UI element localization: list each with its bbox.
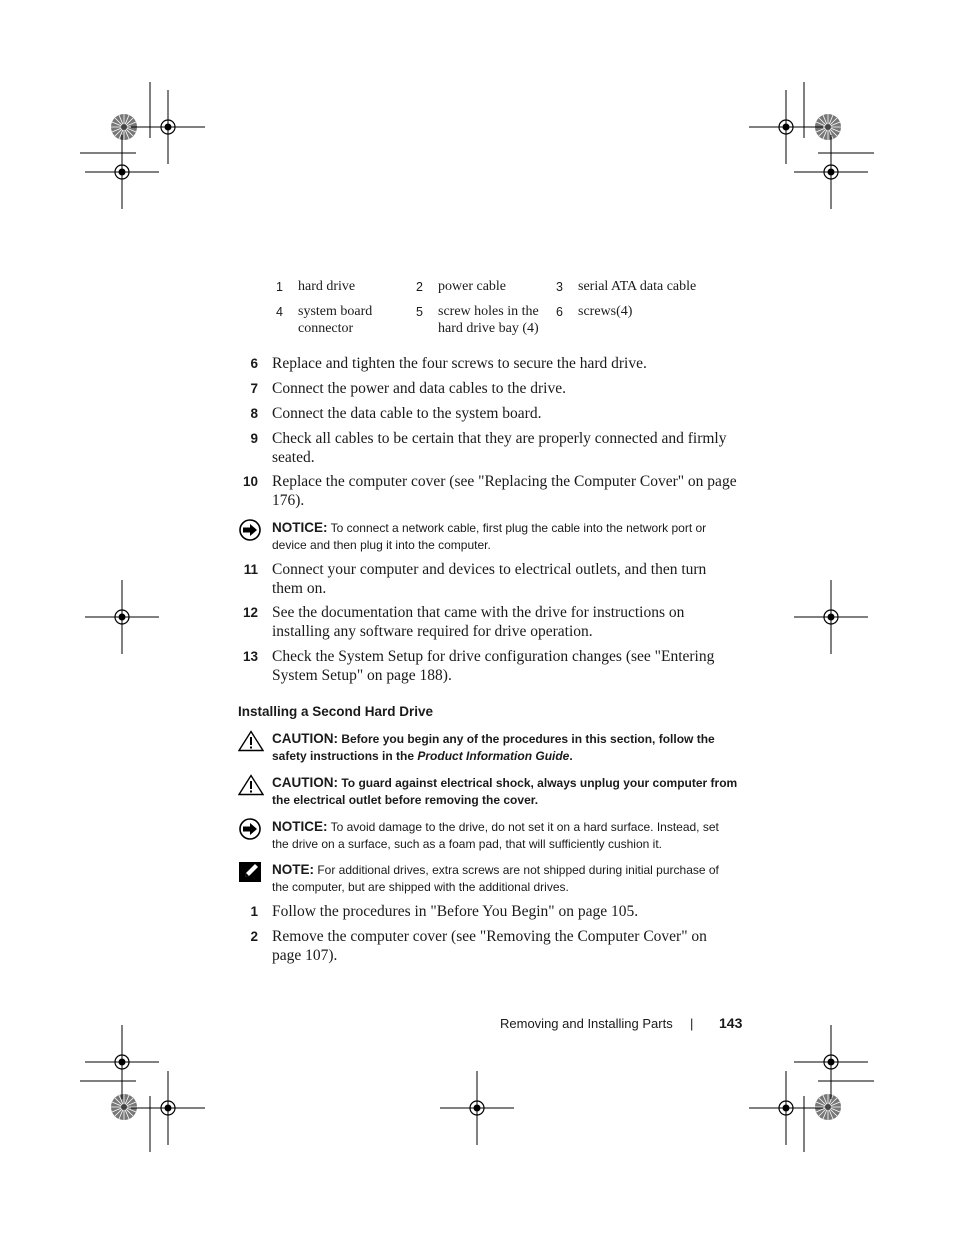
crosshair-icon <box>131 1071 205 1145</box>
step-item <box>238 648 738 685</box>
legend-number: 5 <box>416 305 423 319</box>
figure-legend <box>276 278 748 337</box>
notice-text: To connect a network cable, first plug the cable into the network port or device and then plug it into the computer. <box>272 521 707 552</box>
legend-row <box>276 303 748 337</box>
step-number: 11 <box>243 562 258 577</box>
legend-text: serial ATA data cable <box>578 279 697 294</box>
caution-box <box>238 774 738 809</box>
crosshair-icon <box>794 135 868 209</box>
step-text: Check the System Setup for drive configuration changes (see "Entering System Setup" on page 188). <box>272 648 715 684</box>
step-item <box>238 561 738 598</box>
step-text: Connect the power and data cables to the drive. <box>272 380 566 397</box>
caution-text: Before you begin any of the procedures in this section, follow the safety instructions in the <box>272 732 715 763</box>
notice-box <box>238 818 738 853</box>
step-item <box>238 928 738 965</box>
step-text: Replace the computer cover (see "Replacing the Computer Cover" on page 176). <box>272 473 737 509</box>
legend-number: 6 <box>556 305 563 319</box>
step-item <box>238 355 738 374</box>
section-heading: Installing a Second Hard Drive <box>238 704 434 719</box>
crosshair-icon <box>85 135 159 209</box>
star-target-icon <box>815 1094 841 1120</box>
caution-triangle-icon <box>238 730 264 752</box>
crosshair-icon <box>85 1025 159 1099</box>
step-text: See the documentation that came with the drive for instructions on installing any software required for drive operation. <box>272 604 685 640</box>
step-number: 12 <box>242 605 258 620</box>
notice-box <box>238 519 738 554</box>
legend-number: 3 <box>556 280 563 294</box>
notice-text: To avoid damage to the drive, do not set it on a hard surface. Instead, set the drive on a surface, such as a foam pad, that will sufficiently cushion it. <box>272 820 719 851</box>
step-item <box>238 903 738 922</box>
step-item <box>238 473 738 510</box>
crosshair-icon <box>85 580 159 654</box>
notice-label: NOTICE: <box>272 520 328 535</box>
crosshair-icon <box>794 580 868 654</box>
step-text: Connect your computer and devices to electrical outlets, and then turn them on. <box>272 561 707 597</box>
crosshair-icon <box>749 90 823 164</box>
caution-italic-text: Product Information Guide <box>417 749 570 763</box>
step-text: Replace and tighten the four screws to secure the hard drive. <box>272 355 647 372</box>
step-text: Follow the procedures in "Before You Begin" on page 105. <box>272 903 639 920</box>
caution-box <box>238 730 738 765</box>
star-target-icon <box>111 1094 137 1120</box>
footer-separator: | <box>690 1016 694 1031</box>
notice-arrow-icon <box>238 519 264 541</box>
step-item <box>238 380 738 399</box>
step-number: 1 <box>250 904 258 919</box>
caution-triangle-icon <box>238 774 264 796</box>
step-text: Check all cables to be certain that they are properly connected and firmly seated. <box>272 430 727 466</box>
crosshair-icon <box>749 1071 823 1145</box>
page-number: 143 <box>719 1015 743 1031</box>
legend-text: screw holes in the hard drive bay (4) <box>438 304 539 336</box>
step-number: 10 <box>242 474 258 489</box>
step-number: 9 <box>250 431 258 446</box>
legend-row <box>276 278 748 296</box>
step-text: Remove the computer cover (see "Removing the Computer Cover" on page 107). <box>272 928 707 964</box>
step-number: 13 <box>242 649 258 664</box>
legend-text: system board connector <box>298 304 373 336</box>
legend-number: 4 <box>276 305 283 319</box>
caution-label: CAUTION: <box>272 775 338 790</box>
notice-arrow-icon <box>238 818 264 840</box>
step-item <box>238 604 738 641</box>
crosshair-icon <box>440 1071 514 1145</box>
step-item <box>238 430 738 467</box>
notice-label: NOTICE: <box>272 819 328 834</box>
crosshair-icon <box>131 90 205 164</box>
legend-number: 2 <box>416 280 423 294</box>
legend-text: power cable <box>438 279 507 294</box>
caution-end: . <box>569 749 573 763</box>
step-number: 6 <box>250 356 258 371</box>
note-pencil-icon <box>238 861 264 883</box>
legend-text: screws(4) <box>578 304 633 319</box>
step-number: 7 <box>250 381 258 396</box>
caution-label: CAUTION: <box>272 731 338 746</box>
step-number: 8 <box>250 406 258 421</box>
legend-number: 1 <box>276 280 283 294</box>
crosshair-icon <box>794 1025 868 1099</box>
step-item <box>238 405 738 424</box>
note-text: For additional drives, extra screws are not shipped during initial purchase of the computer, but are shipped with the additional drives. <box>272 863 719 894</box>
caution-text: To guard against electrical shock, always unplug your computer from the electrical outlet before removing the cover. <box>272 776 738 807</box>
footer-section-title: Removing and Installing Parts <box>500 1016 673 1031</box>
note-label: NOTE: <box>272 862 314 877</box>
note-box <box>238 861 738 896</box>
legend-text: hard drive <box>298 279 356 294</box>
step-number: 2 <box>250 929 258 944</box>
step-text: Connect the data cable to the system board. <box>272 405 542 422</box>
